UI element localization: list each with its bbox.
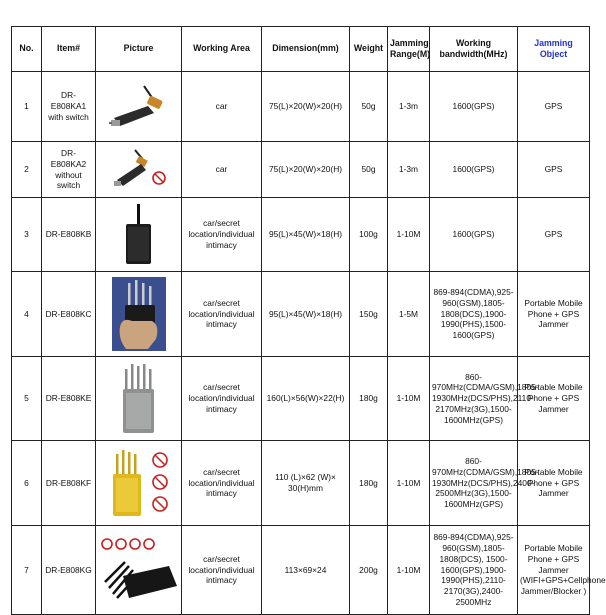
cell-dimension: 75(L)×20(W)×20(H) — [262, 72, 350, 142]
cell-range: 1-3m — [388, 142, 430, 198]
cell-range: 1-10M — [388, 526, 430, 615]
cell-jamming-object: Portable Mobile Phone + GPS Jammer — [518, 272, 590, 357]
cell-picture — [96, 198, 182, 272]
cell-item: DR-E808KB — [42, 198, 96, 272]
cell-picture — [96, 526, 182, 615]
cell-working-area: car — [182, 142, 262, 198]
header-jamming-object: Jamming Object — [518, 27, 590, 72]
gold-jammer-image — [104, 446, 174, 520]
cell-weight: 180g — [350, 441, 388, 526]
table-row — [12, 526, 590, 615]
table-row — [12, 272, 590, 357]
cell-working-area: car/secret location/individual intimacy — [182, 198, 262, 272]
header-item: Item# — [42, 27, 96, 72]
cell-picture — [96, 72, 182, 142]
table-row — [12, 441, 590, 526]
cell-working-area: car/secret location/individual intimacy — [182, 357, 262, 441]
cell-jamming-object: Portable Mobile Phone + GPS Jammer — [518, 441, 590, 526]
cell-weight: 50g — [350, 142, 388, 198]
header-dimension: Dimension(mm) — [262, 27, 350, 72]
cell-picture — [96, 142, 182, 198]
cell-jamming-object: GPS — [518, 198, 590, 272]
header-jamming-range: Jamming Range(M) — [388, 27, 430, 72]
header-weight: Weight — [350, 27, 388, 72]
cell-bandwidth: 1600(GPS) — [430, 142, 518, 198]
cell-weight: 100g — [350, 198, 388, 272]
cell-weight: 200g — [350, 526, 388, 615]
cell-range: 1-5M — [388, 272, 430, 357]
cell-bandwidth: 869-894(CDMA),925-960(GSM),1805-1808(DCS), 1500-1600(GPS),1900-1990(PHS),2110-2170(3G),2400-2500MHz — [430, 526, 518, 615]
cell-bandwidth: 1600(GPS) — [430, 198, 518, 272]
cell-dimension: 95(L)×45(W)×18(H) — [262, 272, 350, 357]
cell-bandwidth: 1600(GPS) — [430, 72, 518, 142]
no-signal-icon — [102, 539, 112, 549]
cell-working-area: car/secret location/individual intimacy — [182, 441, 262, 526]
cell-picture — [96, 441, 182, 526]
cell-range: 1-10M — [388, 198, 430, 272]
handheld-jammer-photo — [112, 277, 166, 351]
table-row — [12, 198, 590, 272]
cell-bandwidth: 860-970MHz(CDMA/GSM),1805-1930MHz(DCS/PHS),2110-2170MHz(3G),1500-1600MHz(GPS) — [430, 357, 518, 441]
cell-item: DR-E808KG — [42, 526, 96, 615]
cell-no: 4 — [12, 272, 42, 357]
no-signal-icon — [144, 539, 154, 549]
table-row — [12, 142, 590, 198]
cell-dimension: 95(L)×45(W)×18(H) — [262, 198, 350, 272]
cell-range: 1-10M — [388, 441, 430, 526]
cell-jamming-object: GPS — [518, 142, 590, 198]
cell-no: 6 — [12, 441, 42, 526]
cell-picture — [96, 272, 182, 357]
no-signal-icon — [116, 539, 126, 549]
table-row — [12, 357, 590, 441]
cell-picture — [96, 357, 182, 441]
cell-weight: 180g — [350, 357, 388, 441]
cell-no: 1 — [12, 72, 42, 142]
car-charger-jammer-image — [108, 82, 170, 132]
cell-item: DR-E808KA1 with switch — [42, 72, 96, 142]
cell-dimension: 75(L)×20(W)×20(H) — [262, 142, 350, 198]
cell-range: 1-3m — [388, 72, 430, 142]
cell-jamming-object: Portable Mobile Phone + GPS Jammer (WIFI+GPS+Cellphone Jammer/Blocker ) — [518, 526, 590, 615]
no-signal-icon — [130, 539, 140, 549]
car-charger-jammer-image — [107, 148, 171, 192]
cell-dimension: 110 (L)×62 (W)× 30(H)mm — [262, 441, 350, 526]
header-working-area: Working Area — [182, 27, 262, 72]
table-row — [12, 72, 590, 142]
cell-weight: 150g — [350, 272, 388, 357]
header-row — [12, 27, 590, 72]
cell-jamming-object: Portable Mobile Phone + GPS Jammer — [518, 357, 590, 441]
cell-no: 2 — [12, 142, 42, 198]
header-bandwidth: Working bandwidth(MHz) — [430, 27, 518, 72]
cell-item: DR-E808KE — [42, 357, 96, 441]
cell-bandwidth: 860-970MHz(CDMA/GSM),1805-1930MHz(DCS/PHS),2400-2500MHz(3G),1500-1600MHz(GPS) — [430, 441, 518, 526]
cell-item: DR-E808KA2 without switch — [42, 142, 96, 198]
cell-no: 5 — [12, 357, 42, 441]
black-jammer-image — [99, 536, 179, 604]
cell-range: 1-10M — [388, 357, 430, 441]
cell-working-area: car — [182, 72, 262, 142]
cell-dimension: 113×69×24 — [262, 526, 350, 615]
header-picture: Picture — [96, 27, 182, 72]
cell-bandwidth: 869-894(CDMA),925-960(GSM),1805-1808(DCS),1900-1990(PHS),1500-1600(GPS) — [430, 272, 518, 357]
jammer-spec-table — [11, 26, 606, 615]
cell-working-area: car/secret location/individual intimacy — [182, 526, 262, 615]
single-antenna-jammer-image — [119, 202, 159, 268]
cell-item: DR-E808KC — [42, 272, 96, 357]
cell-no: 7 — [12, 526, 42, 615]
five-antenna-jammer-image — [117, 361, 161, 437]
cell-item: DR-E808KF — [42, 441, 96, 526]
cell-working-area: car/secret location/individual intimacy — [182, 272, 262, 357]
cell-jamming-object: GPS — [518, 72, 590, 142]
header-no: No. — [12, 27, 42, 72]
cell-dimension: 160(L)×56(W)×22(H) — [262, 357, 350, 441]
cell-weight: 50g — [350, 72, 388, 142]
cell-no: 3 — [12, 198, 42, 272]
